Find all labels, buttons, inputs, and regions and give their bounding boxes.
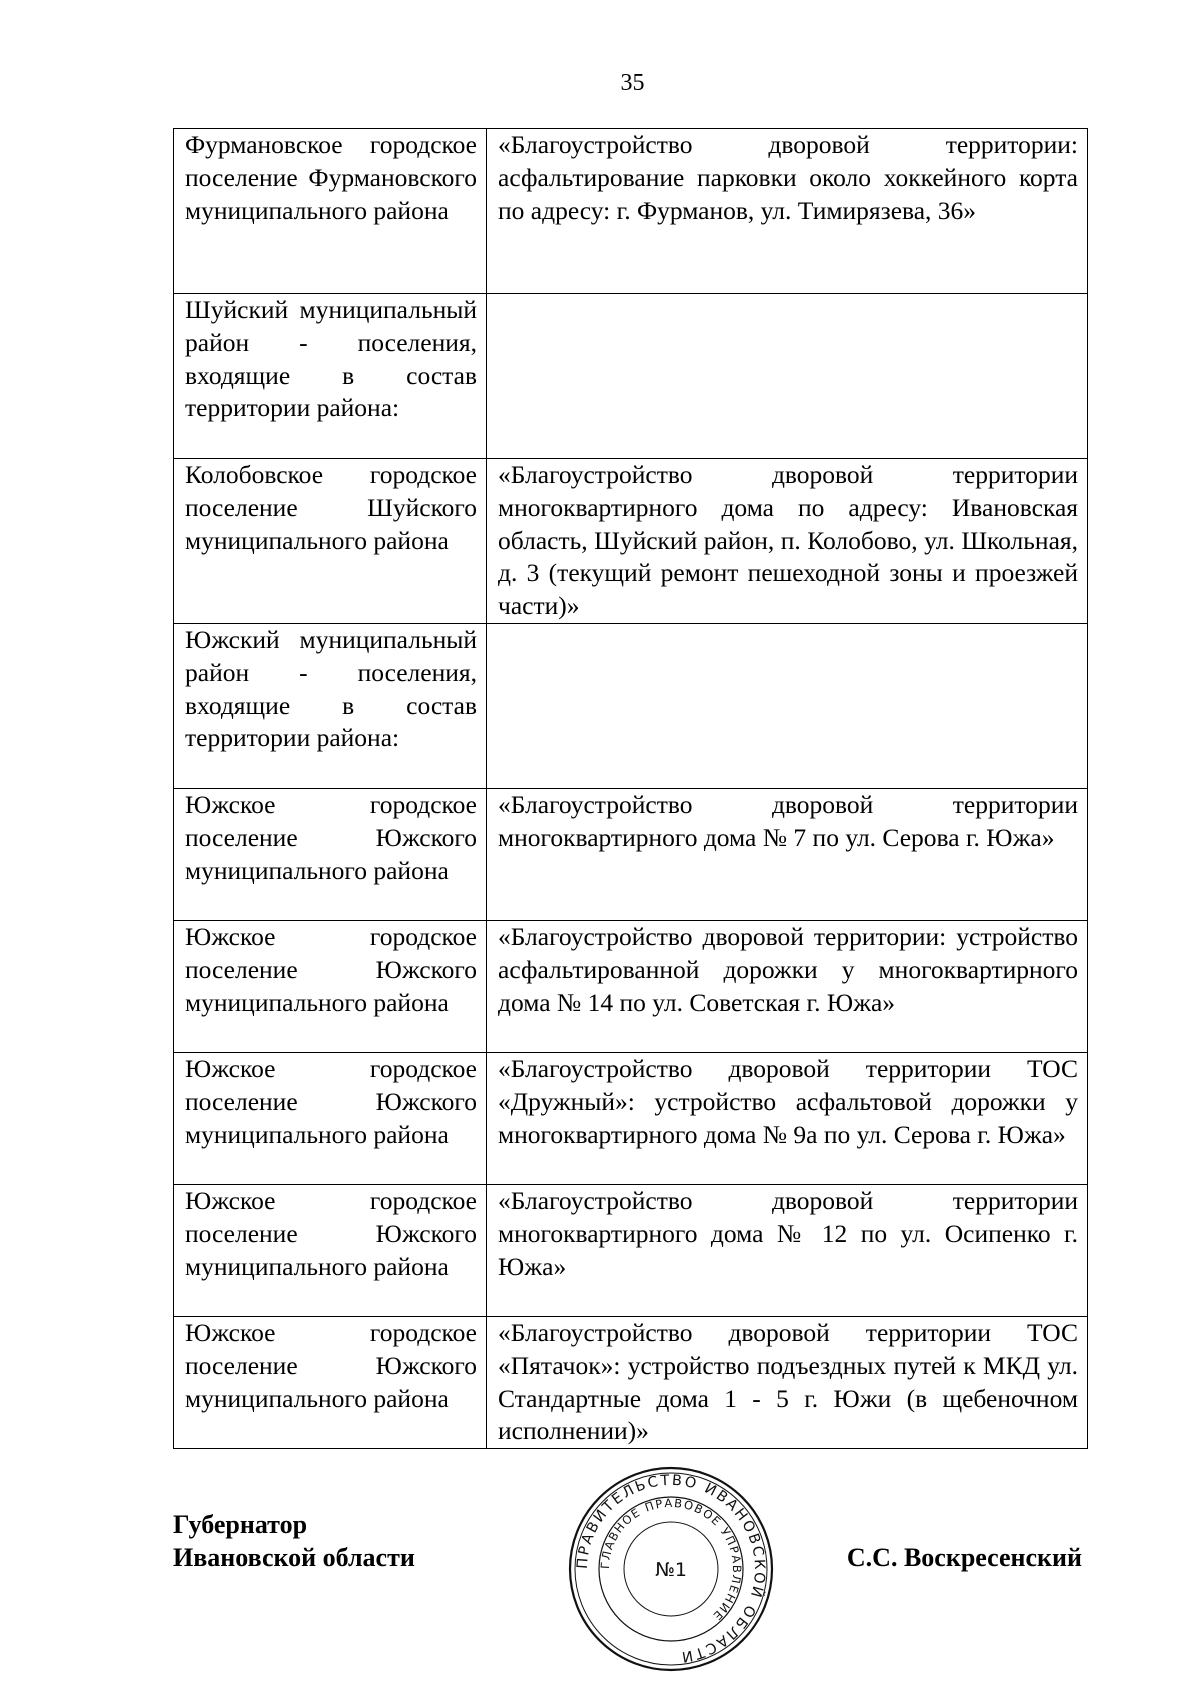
position-line-2: Ивановской области (173, 1543, 415, 1572)
project-cell: «Благоустройство дворовой территории ТОС «Дружный»: устройство асфальтовой дорожки у многоквартирного дома № 9а по ул. Серова г. Южа» (487, 1053, 1088, 1185)
projects-table (173, 128, 1088, 1449)
position-line-1: Губернатор (173, 1510, 308, 1539)
table-row (174, 921, 1088, 1053)
project-cell (487, 294, 1088, 459)
municipality-cell: Южское городское поселение Южского муниципального района (174, 921, 487, 1053)
municipality-cell: Южское городское поселение Южского муниципального района (174, 1185, 487, 1317)
table-row (174, 789, 1088, 921)
project-cell: «Благоустройство дворовой территории многоквартирного дома № 12 по ул. Осипенко г. Южа» (487, 1185, 1088, 1317)
signatory-position (173, 1508, 415, 1574)
project-cell (487, 624, 1088, 789)
svg-text:ГЛАВНОЕ ПРАВОВОЕ УПРАВЛЕНИЕ: ГЛАВНОЕ ПРАВОВОЕ УПРАВЛЕНИЕ (597, 1495, 745, 1624)
table-row (174, 459, 1088, 624)
municipality-cell: Колобовское городское поселение Шуйского муниципального района (174, 459, 487, 624)
table-row (174, 129, 1088, 294)
municipality-cell: Южское городское поселение Южского муниципального района (174, 789, 487, 921)
project-cell: «Благоустройство дворовой территории многоквартирного дома № 7 по ул. Серова г. Южа» (487, 789, 1088, 921)
project-cell: «Благоустройство дворовой территории: устройство асфальтированной дорожки у многоквартирного дома № 14 по ул. Советская г. Южа» (487, 921, 1088, 1053)
table-row (174, 294, 1088, 459)
signatory-name: С.С. Воскресенский (846, 1543, 1082, 1572)
municipality-cell: Фурмановское городское поселение Фурмановского муниципального района (174, 129, 487, 294)
page-number: 35 (620, 70, 645, 96)
table-row (174, 1053, 1088, 1185)
seal-number: №1 (655, 1559, 687, 1581)
municipality-cell: Южское городское поселение Южского муниципального района (174, 1053, 487, 1185)
table-row (174, 624, 1088, 789)
project-cell: «Благоустройство дворовой территории многоквартирного дома по адресу: Ивановская область, Шуйский район, п. Колобово, ул. Школьная, д. 3 (текущий ремонт пешеходной зоны и проезжей части)» (487, 459, 1088, 624)
municipality-cell: Южский муниципальный район - поселения, входящие в состав территории района: (174, 624, 487, 789)
official-seal (566, 1464, 776, 1674)
municipality-cell: Шуйский муниципальный район - поселения, входящие в состав территории района: (174, 294, 487, 459)
svg-text:ПРАВИТЕЛЬСТВО ИВАНОВСКОЙ ОБЛАС: ПРАВИТЕЛЬСТВО ИВАНОВСКОЙ ОБЛАСТИ (574, 1472, 768, 1665)
project-cell: «Благоустройство дворовой территории ТОС «Пятачок»: устройство подъездных путей к МКД ул. Стандартные дома 1 - 5 г. Южи (в щебеночном исполнении)» (487, 1317, 1088, 1449)
table-row (174, 1317, 1088, 1449)
municipality-cell: Южское городское поселение Южского муниципального района (174, 1317, 487, 1449)
project-cell: «Благоустройство дворовой территории: асфальтирование парковки около хоккейного корта по адресу: г. Фурманов, ул. Тимирязева, 36» (487, 129, 1088, 294)
table-row (174, 1185, 1088, 1317)
